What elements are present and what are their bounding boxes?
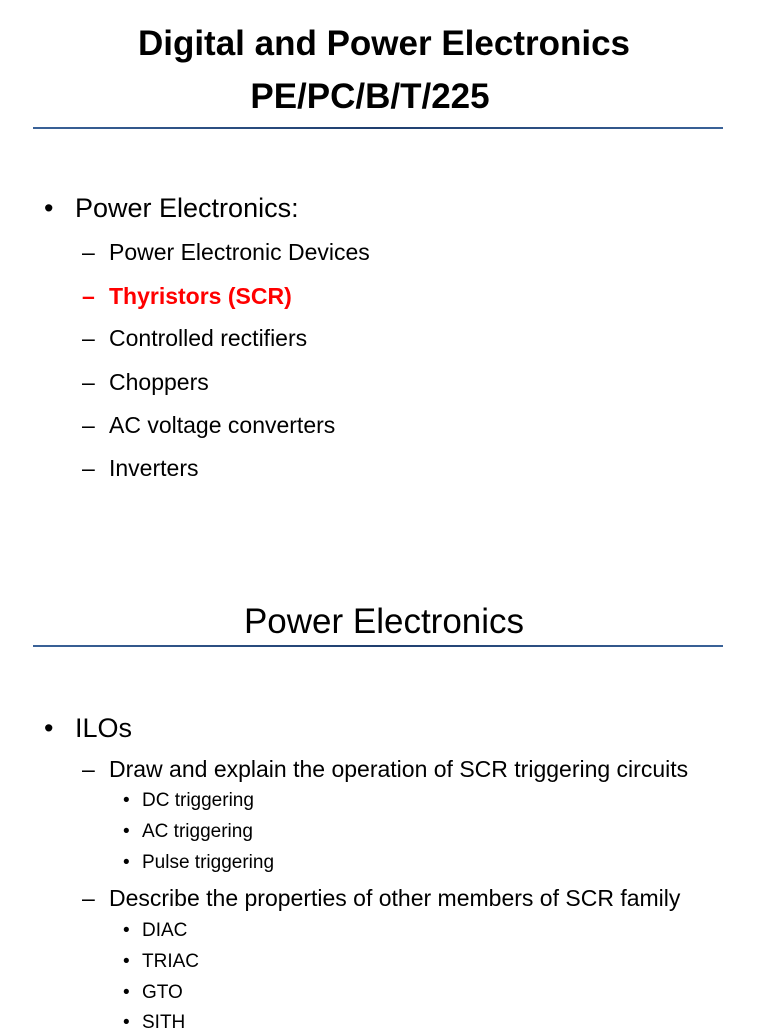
bullet-power-electronics	[44, 193, 299, 224]
title-divider	[33, 645, 723, 647]
bullet-marker: •	[44, 713, 54, 743]
bullet-ilos	[44, 713, 132, 744]
subitem-controlled-rectifiers	[82, 325, 307, 352]
subitem-power-electronic-devices	[82, 239, 370, 266]
subitem-choppers	[82, 369, 209, 396]
list-item-triac	[123, 951, 199, 973]
dash-marker: –	[82, 325, 95, 351]
subitem-text: Power Electronic Devices	[109, 239, 370, 265]
list-item-sith	[123, 1012, 185, 1034]
dash-marker: –	[82, 369, 95, 395]
list-item-text: AC triggering	[142, 821, 253, 842]
dash-marker: –	[82, 455, 95, 481]
slide-title-line-2: PE/PC/B/T/225	[250, 77, 490, 116]
dash-marker: –	[82, 412, 95, 438]
list-item-text: DIAC	[142, 920, 188, 941]
bullet-marker: •	[123, 790, 130, 811]
list-item-text: TRIAC	[142, 951, 199, 972]
bullet-text: ILOs	[75, 713, 133, 743]
bullet-marker: •	[123, 852, 130, 873]
list-item-ac-triggering	[123, 821, 253, 843]
dash-marker: –	[82, 283, 95, 309]
subitem-text: Choppers	[109, 369, 209, 395]
list-item-pulse-triggering	[123, 852, 274, 874]
bullet-marker: •	[123, 982, 130, 1003]
objective-text: Draw and explain the operation of SCR triggering circuits	[109, 756, 689, 782]
subitem-text: Controlled rectifiers	[109, 325, 308, 351]
subitem-text: AC voltage converters	[109, 412, 336, 438]
bullet-marker: •	[123, 1012, 130, 1033]
slide-title: Power Electronics	[243, 602, 525, 641]
objective-triggering-circuits	[82, 756, 688, 783]
subitem-ac-voltage-converters	[82, 412, 335, 439]
dash-marker: –	[82, 885, 95, 911]
objective-text: Describe the properties of other members of SCR family	[109, 885, 681, 911]
list-item-diac	[123, 920, 187, 942]
bullet-text: Power Electronics:	[75, 193, 299, 223]
list-item-text: DC triggering	[142, 790, 254, 811]
subitem-inverters	[82, 455, 198, 482]
list-item-text: Pulse triggering	[142, 852, 275, 873]
subitem-text: Inverters	[109, 455, 199, 481]
slide-title-line-1: Digital and Power Electronics	[137, 24, 631, 63]
slide-digital-power-electronics	[0, 0, 768, 512]
bullet-marker: •	[123, 821, 130, 842]
bullet-marker: •	[44, 193, 54, 223]
bullet-marker: •	[123, 920, 130, 941]
list-item-text: GTO	[142, 982, 183, 1003]
title-divider	[33, 127, 723, 129]
objective-scr-family	[82, 885, 680, 912]
dash-marker: –	[82, 239, 95, 265]
list-item-gto	[123, 982, 183, 1004]
list-item-dc-triggering	[123, 790, 254, 812]
bullet-marker: •	[123, 951, 130, 972]
list-item-text: SITH	[142, 1012, 186, 1033]
subitem-thyristors-highlighted	[82, 283, 292, 310]
slide-power-electronics-ilos	[0, 580, 768, 1033]
subitem-text: Thyristors (SCR)	[109, 283, 292, 309]
dash-marker: –	[82, 756, 95, 782]
